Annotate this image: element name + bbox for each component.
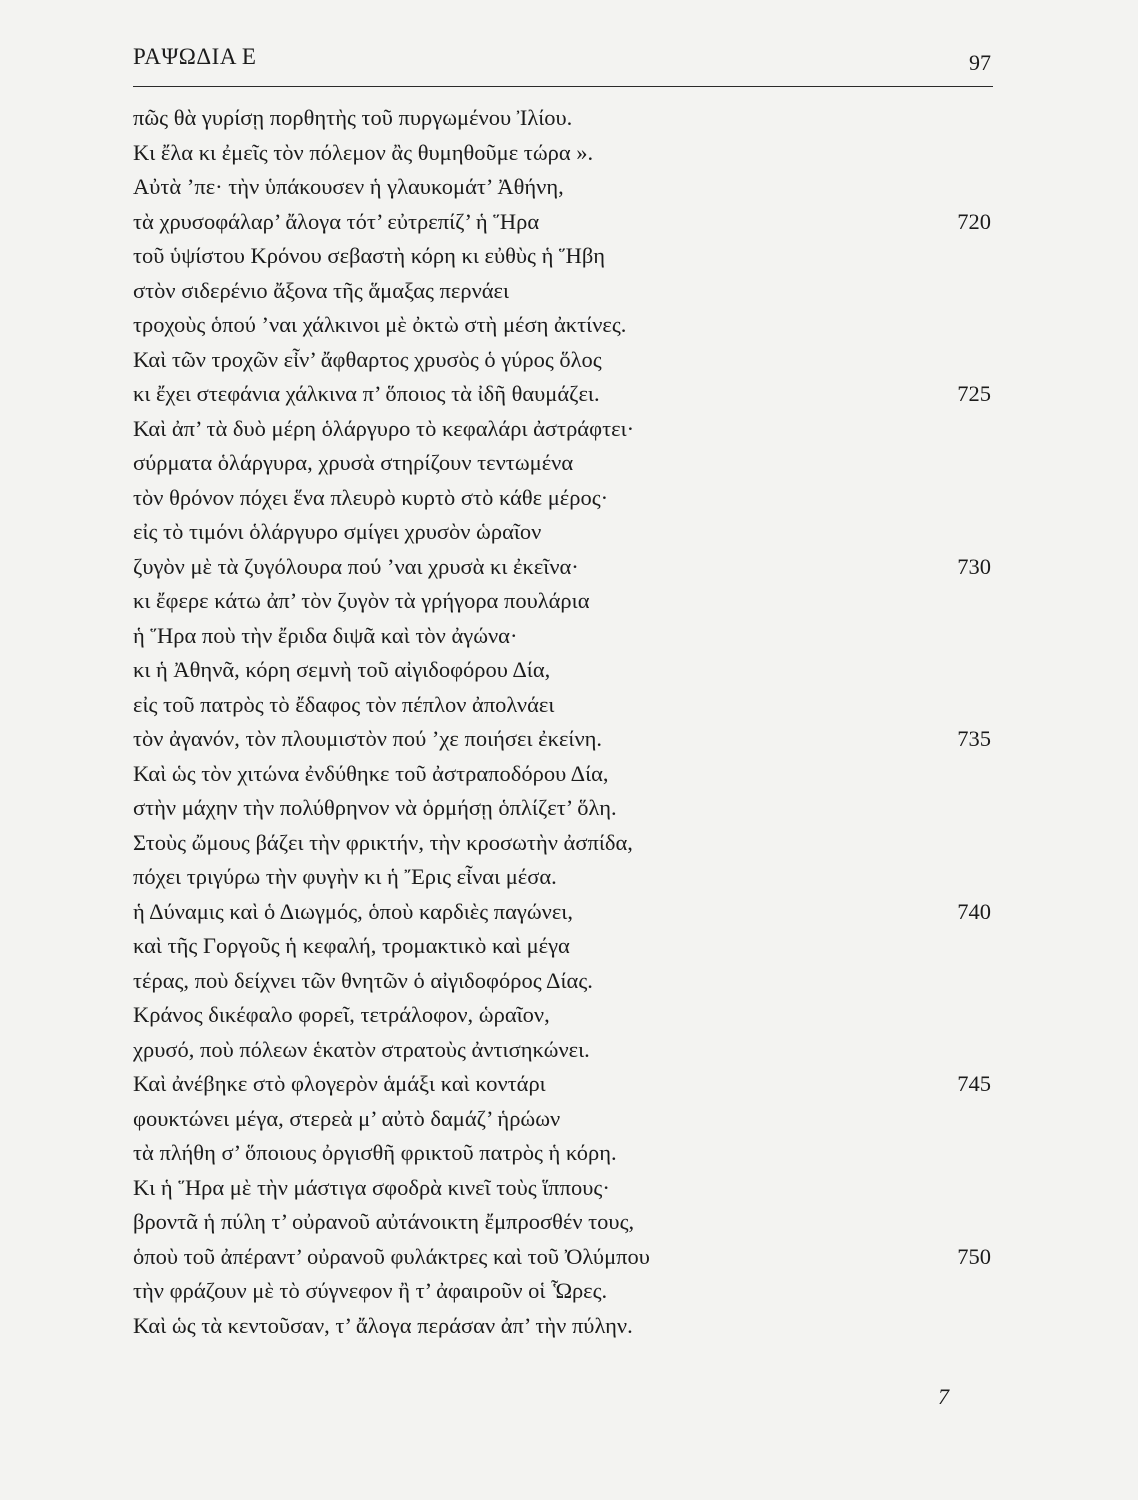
verse-text: κι ἔχει στεφάνια χάλκινα π’ ὅποιος τὰ ἰδῆ θαυμάζει. — [133, 381, 600, 406]
verse-text: Κι ἡ Ἥρα μὲ τὴν μάστιγα σφοδρὰ κινεῖ τοὺς ἵππους· — [133, 1174, 610, 1200]
line-number: 740 — [957, 898, 991, 924]
verse-line — [133, 170, 993, 205]
verse-block — [133, 101, 993, 1343]
verse-line — [133, 964, 993, 999]
verse-text: Καὶ ὡς τὸν χιτώνα ἐνδύθηκε τοῦ ἀστραποδόρου Δία, — [133, 760, 609, 786]
verse-line — [133, 1136, 993, 1171]
verse-text: τὰ χρυσοφάλαρ’ ἄλογα τότ’ εὐτρεπίζ’ ἡ Ἥρα — [133, 208, 540, 234]
verse-line — [133, 929, 993, 964]
verse-line — [133, 722, 993, 757]
verse-text: ἡ Ἥρα ποὺ τὴν ἔριδα διψᾶ καὶ τὸν ἀγώνα· — [133, 622, 518, 648]
verse-line — [133, 446, 993, 481]
verse-text: τὸν ἀγανόν, τὸν πλουμιστὸν πού ’χε ποιήσει ἐκείνη. — [133, 726, 603, 751]
verse-text: πῶς θὰ γυρίσῃ πορθητὴς τοῦ πυργωμένου Ἰλίου. — [133, 105, 573, 130]
verse-line — [133, 757, 993, 792]
verse-line — [133, 688, 993, 723]
verse-line — [133, 826, 993, 861]
verse-text: Καὶ ὡς τὰ κεντοῦσαν, τ’ ἄλογα περάσαν ἀπ’ τὴν πύλην. — [133, 1312, 633, 1338]
line-number: 730 — [957, 553, 991, 579]
verse-text: Κι ἔλα κι ἐμεῖς τὸν πόλεμον ἂς θυμηθοῦμε τώρα ». — [133, 139, 594, 165]
verse-text: Αὐτὰ ’πε· τὴν ὑπάκουσεν ἡ γλαυκομάτ’ Ἀθήνη, — [133, 174, 564, 199]
verse-line — [133, 1067, 993, 1102]
verse-line — [133, 377, 993, 412]
verse-line — [133, 619, 993, 654]
verse-line — [133, 205, 993, 240]
verse-text: σύρματα ὁλάργυρα, χρυσὰ στηρίζουν τεντωμένα — [133, 450, 574, 475]
verse-line — [133, 1274, 993, 1309]
verse-text: Στοὺς ὤμους βάζει τὴν φρικτήν, τὴν κροσωτὴν ἀσπίδα, — [133, 829, 633, 855]
verse-line — [133, 998, 993, 1033]
verse-line — [133, 515, 993, 550]
page-header — [133, 38, 993, 87]
verse-text: στὸν σιδερένιο ἄξονα τῆς ἅμαξας περνάει — [133, 277, 510, 303]
verse-line — [133, 653, 993, 688]
running-title: ΡΑΨΩΔΙΑ Ε — [133, 44, 257, 69]
verse-text: ζυγὸν μὲ τὰ ζυγόλουρα πού ’ναι χρυσὰ κι ἐκεῖνα· — [133, 553, 579, 579]
verse-text: τὰ πλήθη σ’ ὅποιους ὀργισθῆ φρικτοῦ πατρὸς ἡ κόρη. — [133, 1140, 617, 1165]
verse-line — [133, 308, 993, 343]
verse-line — [133, 791, 993, 826]
verse-text: ἡ Δύναμις καὶ ὁ Διωγμός, ὁποὺ καρδιὲς παγώνει, — [133, 898, 573, 924]
verse-text: τροχοὺς ὁπού ’ναι χάλκινοι μὲ ὀκτὼ στὴ μέση ἀκτίνες. — [133, 312, 627, 337]
verse-text: Κράνος δικέφαλο φορεῖ, τετράλοφον, ὡραῖον, — [133, 1002, 550, 1027]
line-number: 725 — [957, 381, 991, 406]
verse-line — [133, 1240, 993, 1275]
verse-line — [133, 1033, 993, 1068]
verse-line — [133, 1102, 993, 1137]
verse-line — [133, 136, 993, 171]
verse-line — [133, 412, 993, 447]
verse-line — [133, 860, 993, 895]
verse-line — [133, 1171, 993, 1206]
verse-text: Καὶ ἀνέβηκε στὸ φλογερὸν ἁμάξι καὶ κοντάρι — [133, 1071, 546, 1096]
verse-text: τοῦ ὑψίστου Κρόνου σεβαστὴ κόρη κι εὐθὺς ἡ Ἥβη — [133, 243, 606, 268]
verse-text: Καὶ ἀπ’ τὰ δυὸ μέρη ὁλάργυρο τὸ κεφαλάρι ἀστράφτει· — [133, 415, 635, 441]
verse-line — [133, 239, 993, 274]
verse-text: κι ἔφερε κάτω ἀπ’ τὸν ζυγὸν τὰ γρήγορα πουλάρια — [133, 588, 590, 613]
line-number: 745 — [957, 1071, 991, 1096]
line-number: 735 — [957, 726, 991, 751]
line-number: 720 — [957, 208, 991, 234]
line-number: 750 — [957, 1243, 991, 1269]
verse-text: τὸν θρόνον πόχει ἕνα πλευρὸ κυρτὸ στὸ κάθε μέρος· — [133, 484, 609, 510]
verse-line — [133, 550, 993, 585]
verse-text: πόχει τριγύρω τὴν φυγὴν κι ἡ Ἔρις εἶναι μέσα. — [133, 864, 557, 889]
verse-text: βροντᾶ ἡ πύλη τ’ οὐρανοῦ αὐτάνοικτη ἔμπροσθέν τους, — [133, 1209, 635, 1234]
verse-line — [133, 343, 993, 378]
page-number: 97 — [969, 50, 991, 75]
verse-line — [133, 481, 993, 516]
verse-text: χρυσό, ποὺ πόλεων ἑκατὸν στρατοὺς ἀντισηκώνει. — [133, 1036, 590, 1062]
verse-text: στὴν μάχην τὴν πολύθρηνον νὰ ὁρμήσῃ ὁπλίζετ’ ὅλη. — [133, 795, 617, 820]
verse-text: φουκτώνει μέγα, στερεὰ μ’ αὐτὸ δαμάζ’ ἡρώων — [133, 1105, 561, 1131]
verse-text: καὶ τῆς Γοργοῦς ἡ κεφαλή, τρομακτικὸ καὶ μέγα — [133, 933, 570, 958]
verse-text: τὴν φράζουν μὲ τὸ σύγνεφον ἢ τ’ ἀφαιροῦν οἱ Ὧρες. — [133, 1278, 608, 1303]
verse-line — [133, 584, 993, 619]
verse-line — [133, 1205, 993, 1240]
verse-text: ὁποὺ τοῦ ἀπέραντ’ οὐρανοῦ φυλάκτρες καὶ τοῦ Ὀλύμπου — [133, 1243, 650, 1269]
verse-text: τέρας, ποὺ δείχνει τῶν θνητῶν ὁ αἰγιδοφόρος Δίας. — [133, 967, 593, 993]
verse-line — [133, 1309, 993, 1344]
verse-line — [133, 895, 993, 930]
verse-line — [133, 101, 993, 136]
printer-signature-mark: 7 — [938, 1384, 949, 1409]
verse-text: Καὶ τῶν τροχῶν εἶν’ ἄφθαρτος χρυσὸς ὁ γύρος ὅλος — [133, 346, 602, 372]
verse-text: κι ἡ Ἀθηνᾶ, κόρη σεμνὴ τοῦ αἰγιδοφόρου Δία, — [133, 657, 551, 682]
verse-text: εἰς τὸ τιμόνι ὁλάργυρο σμίγει χρυσὸν ὡραῖον — [133, 519, 542, 544]
verse-text: εἰς τοῦ πατρὸς τὸ ἔδαφος τὸν πέπλον ἀπολνάει — [133, 691, 555, 717]
verse-line — [133, 274, 993, 309]
